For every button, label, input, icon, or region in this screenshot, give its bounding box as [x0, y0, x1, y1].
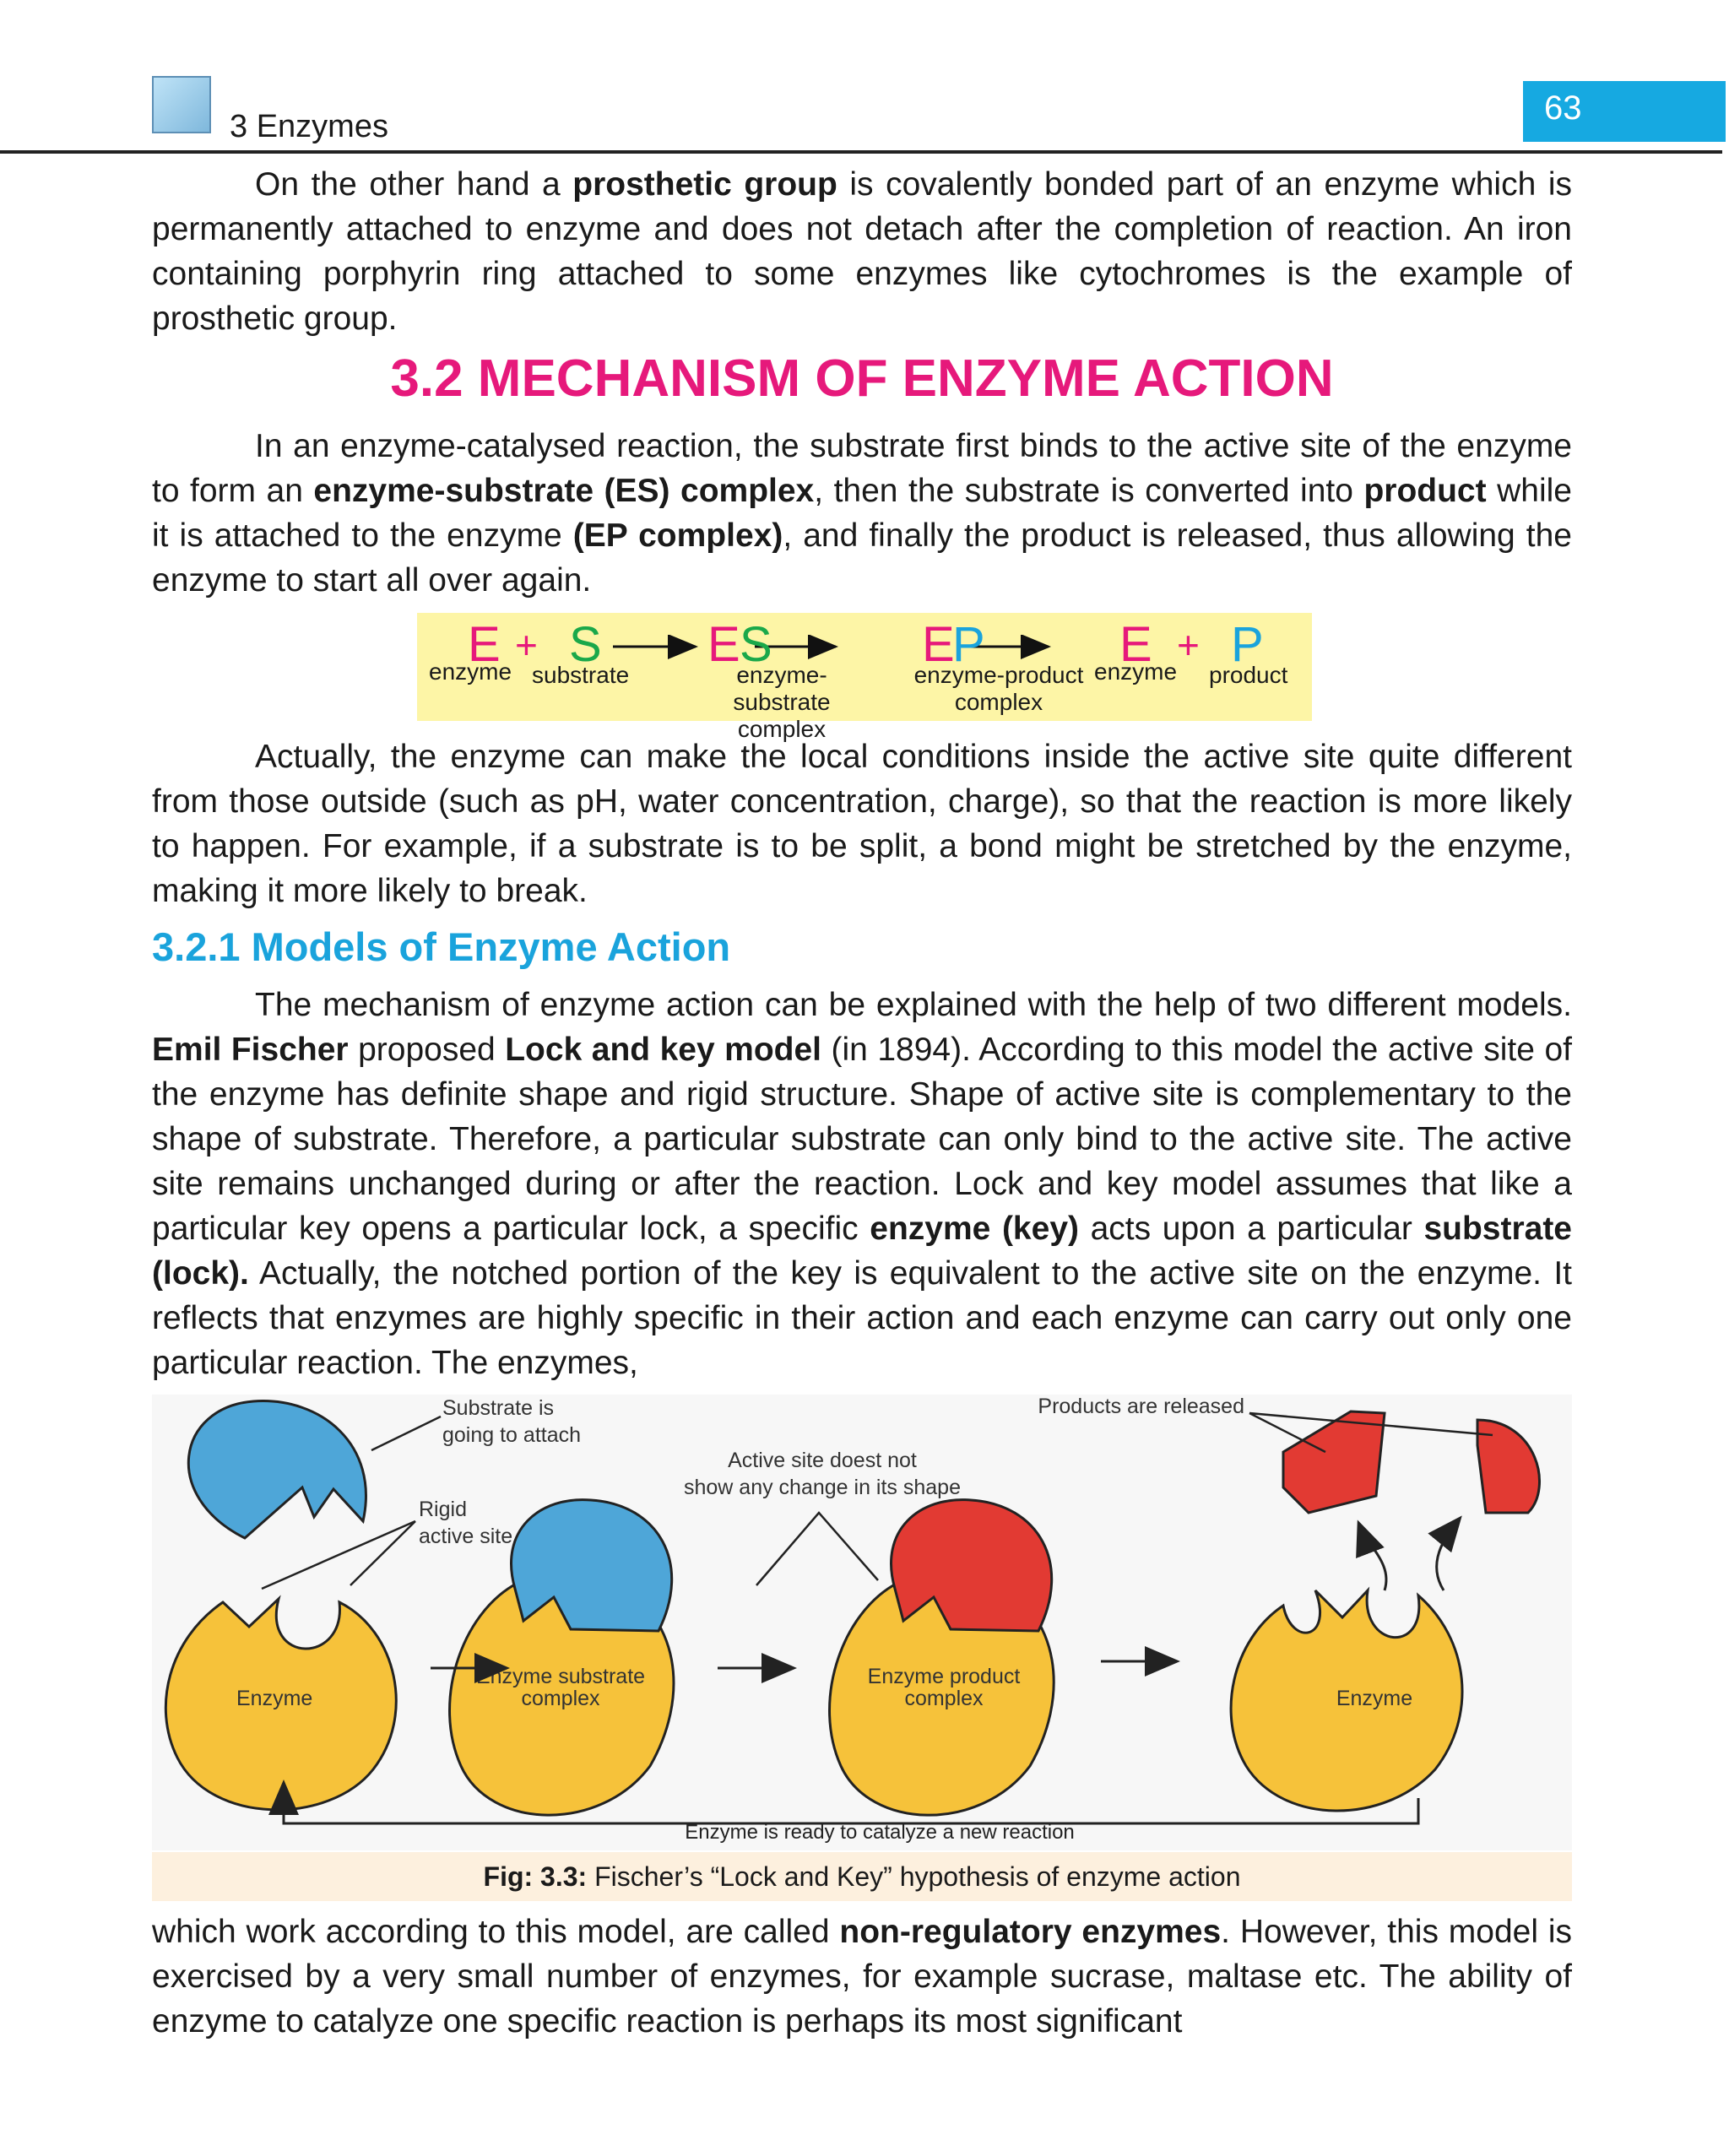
callout-active-site [756, 1513, 878, 1585]
section-title: 3.2 MECHANISM OF ENZYME ACTION [390, 349, 1334, 408]
fig-label-active-2: show any change in its shape [684, 1476, 961, 1499]
book-icon [152, 76, 211, 133]
fig-label-enzyme-2: Enzyme [1336, 1687, 1413, 1710]
subsection-title: 3.2.1 Models of Enzyme Action [152, 924, 731, 969]
enzyme-symbol: E [468, 617, 501, 672]
page-number: 63 [1544, 89, 1582, 127]
figure-caption: Fig: 3.3: Fischer’s “Lock and Key” hypothesis of enzyme action [152, 1852, 1572, 1901]
fig-label-ep-2: complex [904, 1687, 984, 1710]
prosthetic-group-paragraph: On the other hand a prosthetic group is covalently bonded part of an enzyme which is permanently attached to enzyme and does not detach after the completion of reaction. An iron containing porphyrin ring attached to some enzymes like cytochromes is the example of prosthetic group. [152, 166, 1572, 337]
reaction-arrows [611, 635, 1118, 660]
es-complex-e: E [707, 617, 740, 672]
fig-label-products: Products are released [1038, 1395, 1244, 1418]
fig-label-substrate-1: Substrate is [442, 1396, 555, 1420]
fig-label-enzyme-1: Enzyme [236, 1687, 313, 1710]
plus-sign: + [515, 623, 538, 667]
fig-label-active-1: Active site doest not [728, 1449, 917, 1472]
fig-label-rigid-2: active site [419, 1525, 513, 1548]
free-substrate-shape [188, 1401, 366, 1538]
reaction-equation-box [417, 613, 1312, 742]
models-paragraph: The mechanism of enzyme action can be explained with the help of two different models. Emil Fischer proposed Lock and key model (in 1894). According to this model the active site of the enzyme has definite shape and rigid structure. Shape of active site is complementary to the shape of substrate. Therefore, a particular substrate can only bind to the active site. The active site remains unchanged during or after the reaction. Lock and key model assumes that like a particular key opens a particular lock, a specific enzyme (key) acts upon a particular substrate (lock). Actually, the notched portion of the key is equivalent to the active site on the enzyme. It reflects that enzymes are highly specific in their action and each enzyme can carry out only one particular reaction. The enzymes, [152, 987, 1572, 1381]
fig-label-rigid-1: Rigid [419, 1498, 467, 1521]
release-arrow-2 [1437, 1519, 1459, 1590]
label-substrate: substrate [532, 662, 630, 688]
page-number-badge [1523, 81, 1726, 142]
chapter-title: 3 Enzymes [230, 109, 388, 144]
header-divider [0, 150, 1722, 154]
plus-sign-2: + [1177, 623, 1200, 667]
ep-complex-p: P [952, 617, 985, 672]
product-symbol: P [1231, 617, 1264, 672]
substrate-symbol: S [569, 617, 602, 672]
released-product-1 [1283, 1411, 1385, 1513]
callout-rigid-2 [350, 1521, 415, 1585]
enzyme-symbol-2: E [1119, 617, 1152, 672]
fig-label-es-1: Enzyme substrate [475, 1665, 646, 1688]
es-substrate-shape [512, 1500, 672, 1631]
label-product: product [1209, 662, 1288, 688]
label-enzyme-2: enzyme [1094, 658, 1178, 685]
fig-label-substrate-2: going to attach [442, 1423, 582, 1447]
ep-complex-e: E [922, 617, 955, 672]
fig-label-ready: Enzyme is ready to catalyze a new reaction [685, 1821, 1075, 1844]
release-arrow-1 [1359, 1525, 1386, 1590]
label-enzyme: enzyme [429, 658, 512, 685]
fig-label-ep-1: Enzyme product [867, 1665, 1021, 1688]
callout-substrate [371, 1417, 441, 1450]
non-regulatory-paragraph: which work according to this model, are called non-regulatory enzymes. However, this model is exercised by a very small number of enzymes, for example sucrase, maltase etc. The ability of enzyme to catalyze one specific reaction is perhaps its most significant [152, 1914, 1573, 2040]
label-es-complex: enzyme-substrate complex [733, 662, 831, 742]
label-ep-complex: enzyme-product complex [913, 662, 1084, 715]
es-complex-s: S [740, 617, 772, 672]
cycle-return-arrow [284, 1785, 1418, 1823]
lock-and-key-figure [152, 1395, 1572, 1850]
mechanism-paragraph: In an enzyme-catalysed reaction, the substrate first binds to the active site of the enzyme to form an enzyme-substrate (ES) complex, then the substrate is converted into product while it is attached to the enzyme (EP complex), and finally the product is released, thus allowing the enzyme to start all over again. [152, 428, 1572, 599]
callout-rigid-1 [262, 1521, 415, 1589]
local-conditions-paragraph: Actually, the enzyme can make the local conditions inside the active site quite different from those outside (such as pH, water concentration, charge), so that the reaction is more likely to happen. For example, if a substrate is to be split, a bond might be stretched by the enzyme, making it more likely to break. [152, 739, 1572, 909]
lock-and-key-diagram [152, 1395, 1572, 1850]
ep-product-shape [892, 1500, 1052, 1631]
fig-label-es-2: complex [521, 1687, 600, 1710]
